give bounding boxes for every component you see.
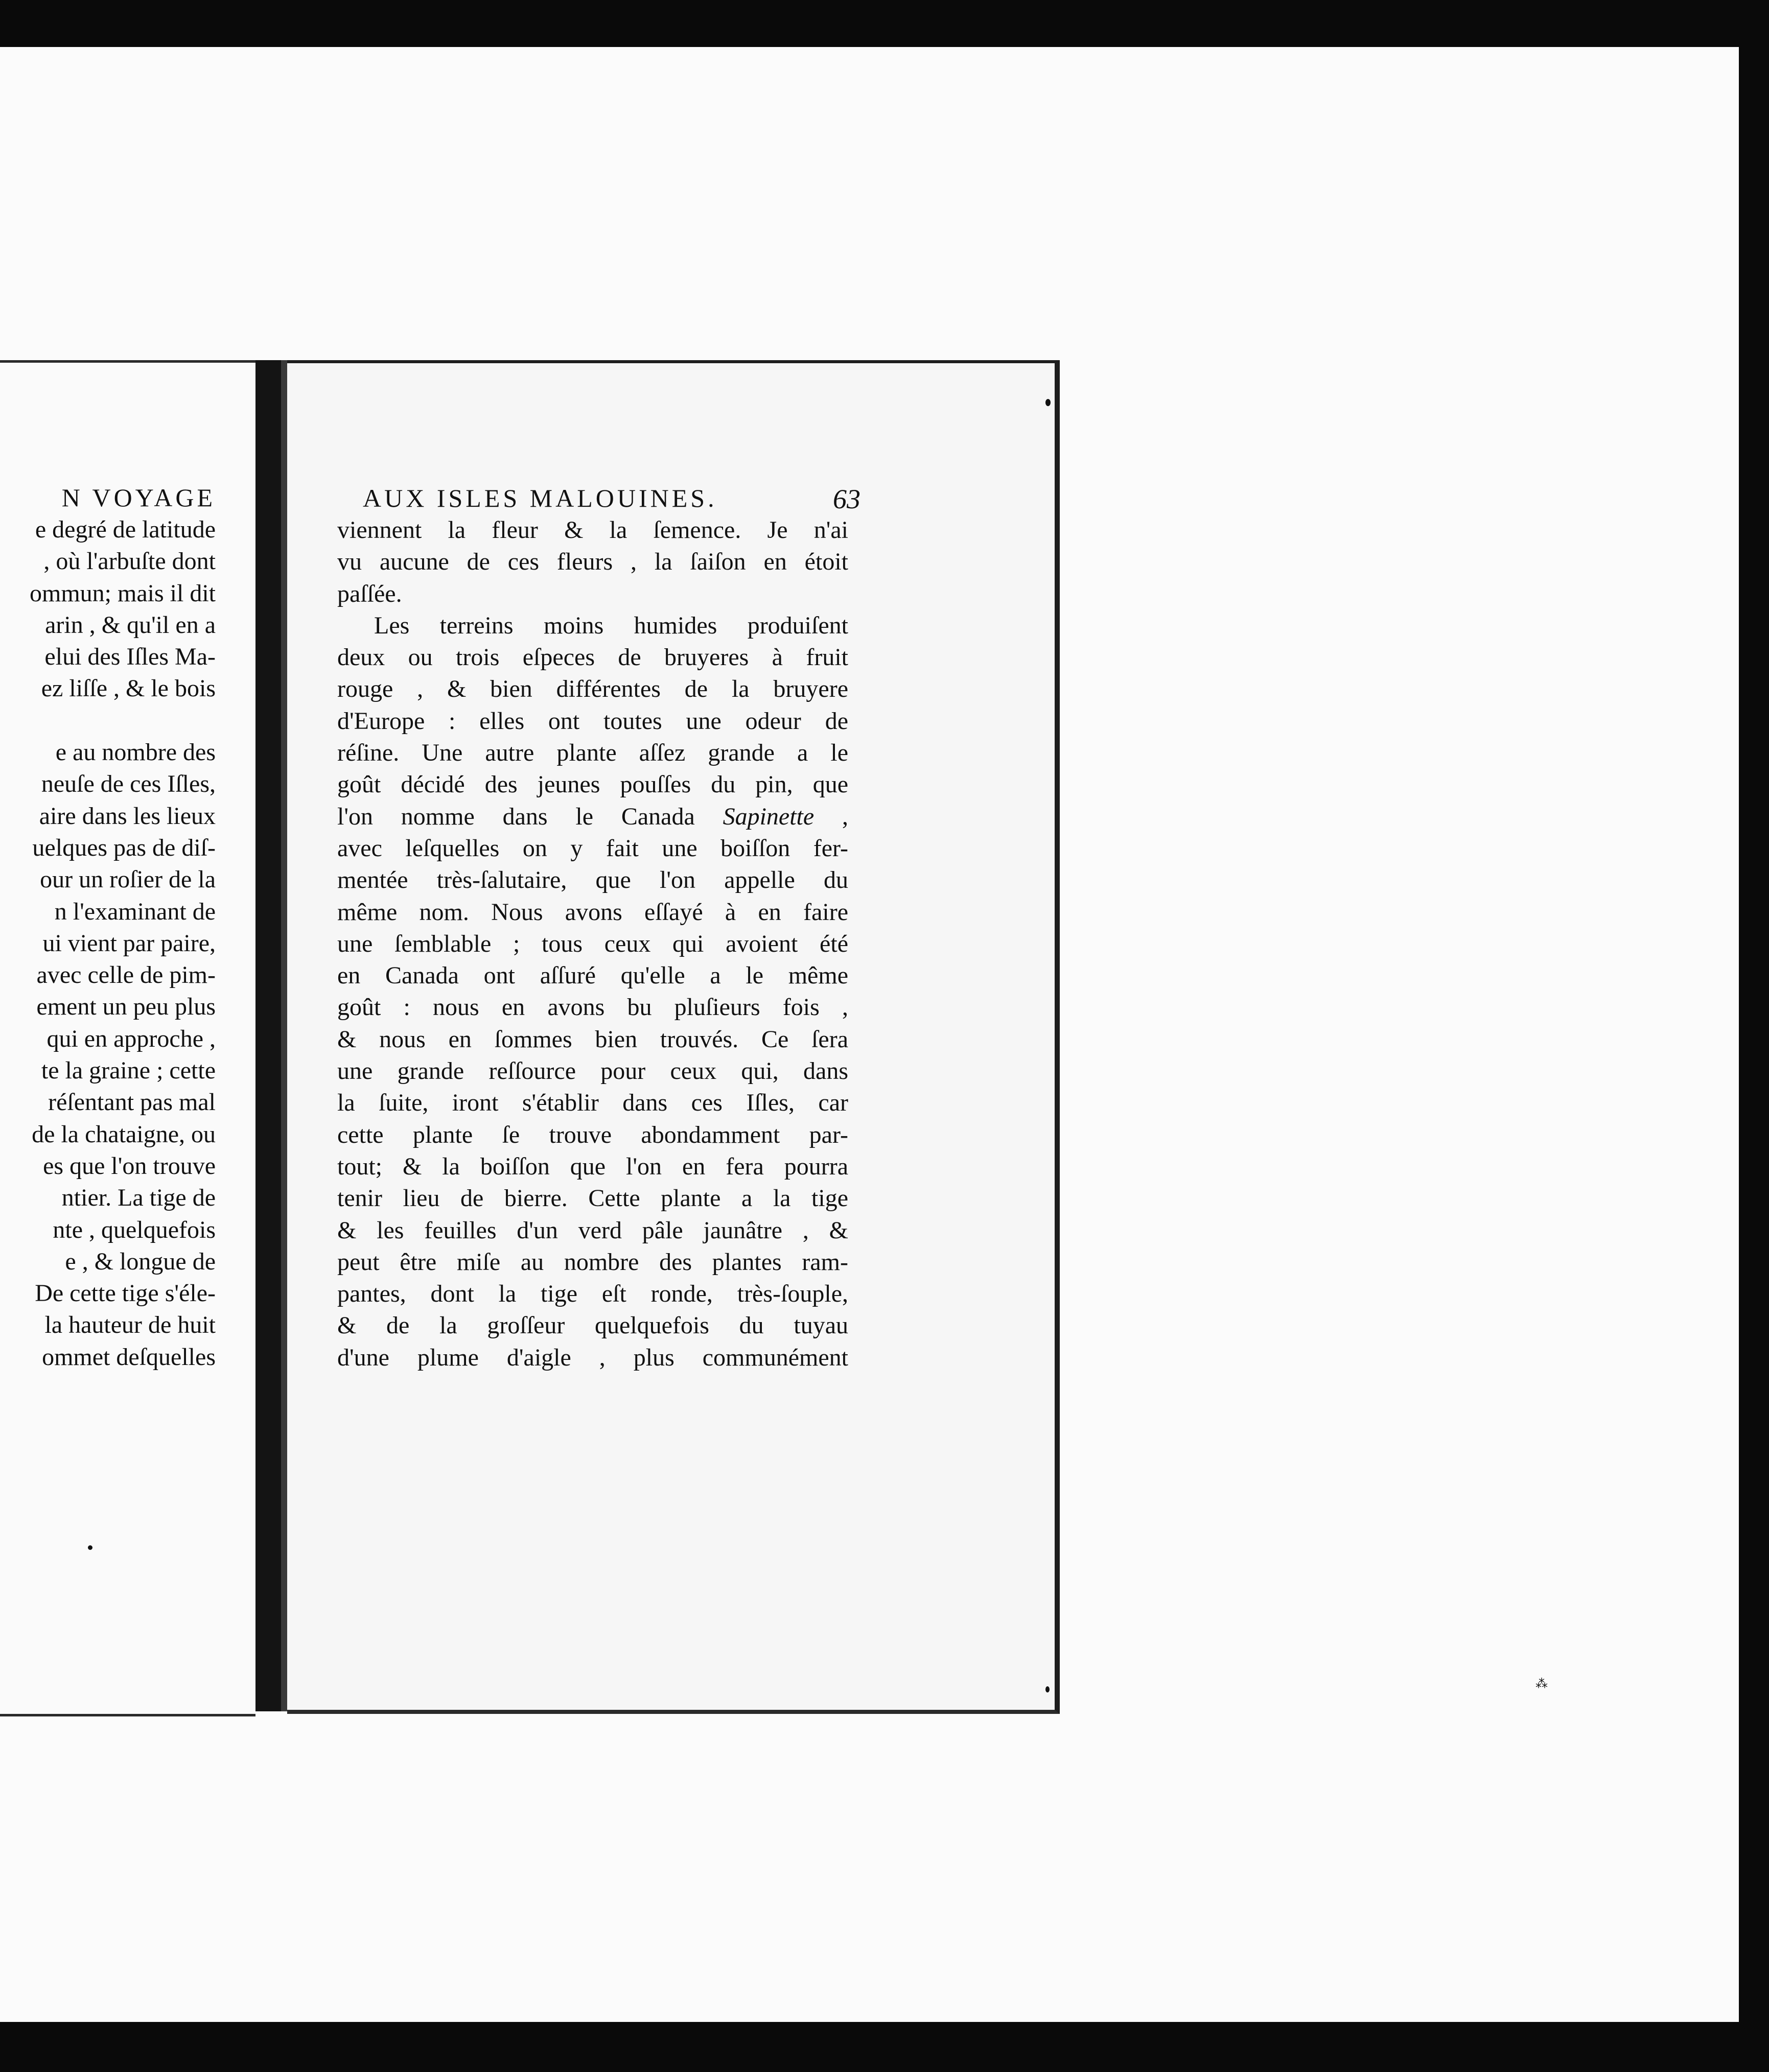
text-line: une grande reſſource pour ceux qui, dans	[337, 1057, 848, 1085]
text-line: avec leſquelles on y fait une boiſſon fer-	[337, 834, 848, 862]
text-line: our un roſier de la	[40, 866, 216, 893]
text-line: pantes, dont la tige eſt ronde, très-ſouple,	[337, 1280, 848, 1308]
text-line: ement un peu plus	[36, 993, 216, 1021]
scan-border-right	[1739, 0, 1769, 2072]
text-line: rouge , & bien différentes de la bruyere	[337, 675, 848, 703]
text-line: la hauteur de huit	[44, 1311, 216, 1339]
text-line: tenir lieu de bierre. Cette plante a la tige	[337, 1185, 848, 1212]
text-line: deux ou trois eſpeces de bruyeres à fruit	[337, 644, 848, 671]
text-line: vu aucune de ces fleurs , la ſaiſon en étoit	[337, 548, 848, 576]
text-line: aire dans les lieux	[39, 802, 216, 830]
text-line: e au nombre des	[55, 739, 216, 766]
text-line: & les feuilles d'un verd pâle jaunâtre , &	[337, 1216, 848, 1244]
text-line: d'une plume d'aigle , plus communément	[337, 1344, 848, 1371]
text-line: mentée très-ſalutaire, que l'on appelle du	[337, 866, 848, 894]
text-line: & nous en ſommes bien trouvés. Ce ſera	[337, 1025, 848, 1053]
text-line: d'Europe : elles ont toutes une odeur de	[337, 707, 848, 735]
text-line: ez liſſe , & le bois	[41, 675, 216, 702]
text-line: n l'examinant de	[54, 898, 216, 925]
scan-border-top	[0, 0, 1769, 47]
left-page	[0, 360, 255, 1716]
text-line: arin , & qu'il en a	[45, 611, 216, 639]
right-page	[287, 360, 1060, 1714]
ink-dot	[88, 1545, 92, 1550]
text-line	[0, 705, 216, 737]
text-line: tout; & la boiſſon que l'on en fera pourra	[337, 1152, 848, 1180]
text-line: ommun; mais il dit	[29, 579, 216, 607]
text-line: en Canada ont aſſuré qu'elle a le même	[337, 962, 848, 990]
text-line: neuſe de ces Iſles,	[41, 770, 216, 798]
text-line: e , & longue de	[65, 1247, 216, 1275]
text-line: qui en approche ,	[46, 1025, 216, 1052]
text-line: peut être miſe au nombre des plantes ram-	[337, 1248, 848, 1276]
left-running-head: N VOYAGE	[61, 483, 216, 512]
text-line: une ſemblable ; tous ceux qui avoient été	[337, 930, 848, 957]
text-line: la ſuite, iront s'établir dans ces Iſles, car	[337, 1089, 848, 1117]
left-page-text	[0, 514, 216, 1373]
italic-word: Sapinette	[723, 803, 814, 830]
text-line: cette plante ſe trouve abondamment par-	[337, 1121, 848, 1148]
page-number: 63	[833, 484, 860, 514]
text-line: même nom. Nous avons eſſayé à en faire	[337, 898, 848, 926]
text-line: ommet deſquelles	[42, 1343, 216, 1371]
text-line: viennent la fleur & la ſemence. Je n'ai	[337, 516, 848, 544]
scan-border-bottom	[0, 2022, 1769, 2072]
running-head-title: AUX ISLES MALOUINES.	[363, 484, 717, 512]
paragraph-first-line: Les terreins moins humides produiſent	[374, 611, 848, 639]
ink-speck	[1045, 399, 1051, 406]
text-line: réſentant pas mal	[48, 1089, 216, 1116]
text-line: paſſée.	[337, 580, 402, 607]
text-line: goût : nous en avons bu pluſieurs fois ,	[337, 994, 848, 1021]
text-line: te la graine ; cette	[41, 1057, 216, 1085]
text-line: nte , quelquefois	[53, 1216, 216, 1243]
text-line: ui vient par paire,	[42, 929, 216, 957]
right-running-head	[363, 483, 874, 519]
text-line: uelques pas de diſ-	[32, 834, 216, 861]
text-line: l'on nomme dans le Canada Sapinette ,	[337, 803, 849, 830]
text-line: réſine. Une autre plante aſſez grande a le	[337, 739, 848, 767]
scan-artifact-mark: ⁂	[1535, 1677, 1548, 1691]
text-line: & de la groſſeur quelquefois du tuyau	[337, 1312, 848, 1339]
right-page-text	[337, 514, 848, 1374]
text-line: elui des Iſles Ma-	[44, 643, 216, 671]
book-gutter-edge	[281, 360, 287, 1711]
text-line: goût décidé des jeunes pouſſes du pin, que	[337, 771, 848, 798]
text-line: avec celle de pim-	[36, 961, 216, 989]
text-line: de la chataigne, ou	[32, 1120, 216, 1148]
ink-speck	[1045, 1686, 1050, 1692]
text-line: es que l'on trouve	[43, 1152, 216, 1180]
text-line: , où l'arbuſte dont	[43, 548, 216, 575]
text-line: ntier. La tige de	[61, 1184, 216, 1212]
text-line: De cette tige s'éle-	[35, 1280, 216, 1307]
text-line: e degré de latitude	[35, 516, 216, 543]
